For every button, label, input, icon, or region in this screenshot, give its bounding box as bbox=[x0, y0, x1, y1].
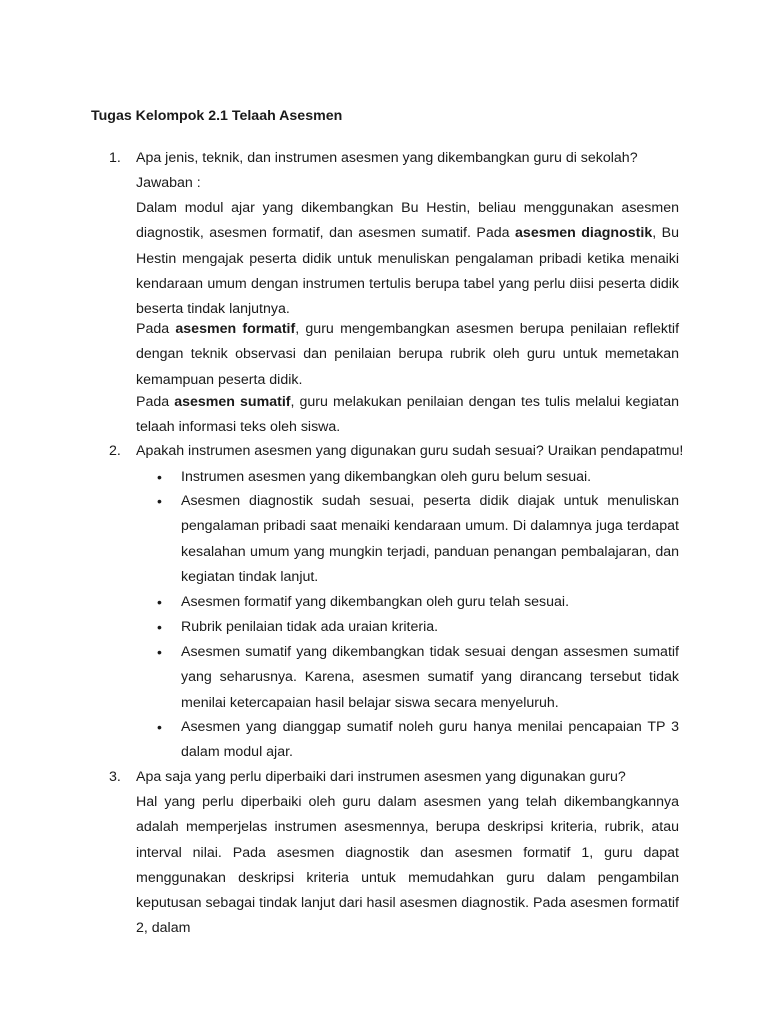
term-asesmen-sumatif: asesmen sumatif bbox=[174, 394, 291, 410]
answer-3-paragraph: Hal yang perlu diperbaiki oleh guru dalam asesmen yang telah dikembangkannya adalah memperjelas instrumen asesmennya, berupa deskripsi kriteria, rubrik, atau interval nilai. Pada asesmen diagnostik dan asesmen formatif 1, guru dapat menggunakan deskripsi kriteria untuk memudahkan guru dalam pengambilan keputusan sebagai tindak lanjut dari hasil asesmen diagnostik. Pada asesmen formatif 2, dalam bbox=[136, 794, 679, 937]
bullet-marker: • bbox=[157, 469, 162, 485]
bullet-item: Asesmen sumatif yang dikembangkan tidak sesuai dengan assesmen sumatif yang seharusnya. Karena, asesmen sumatif yang dirancang tersebut tidak menilai ketercapaian hasil belajar siswa secara menyeluruh. bbox=[181, 644, 679, 711]
term-asesmen-formatif: asesmen formatif bbox=[175, 321, 296, 337]
question-3-text: Apa saja yang perlu diperbaiki dari instrumen asesmen yang digunakan guru? bbox=[136, 769, 626, 785]
question-3-number: 3. bbox=[109, 769, 121, 785]
bullet-item: Instrumen asesmen yang dikembangkan oleh guru belum sesuai. bbox=[181, 469, 592, 485]
bullet-marker: • bbox=[157, 619, 162, 635]
bullet-marker: • bbox=[157, 493, 162, 509]
bullet-item: Asesmen formatif yang dikembangkan oleh guru telah sesuai. bbox=[181, 594, 570, 610]
bullet-marker: • bbox=[157, 644, 162, 660]
question-2-number: 2. bbox=[109, 443, 121, 459]
question-2-text: Apakah instrumen asesmen yang digunakan guru sudah sesuai? Uraikan pendapatmu! bbox=[136, 443, 684, 459]
bullet-marker: • bbox=[157, 594, 162, 610]
term-asesmen-diagnostik: asesmen diagnostik bbox=[515, 225, 653, 242]
question-1-text: Apa jenis, teknik, dan instrumen asesmen yang dikembangkan guru di sekolah? bbox=[136, 150, 638, 166]
question-1-number: 1. bbox=[109, 150, 121, 166]
answer-1-paragraph-sumatif: Pada asesmen sumatif, guru melakukan penilaian dengan tes tulis melalui kegiatan telaah informasi teks oleh siswa. bbox=[136, 394, 679, 436]
answer-1-label: Jawaban : bbox=[136, 175, 201, 191]
bullet-item: Asesmen diagnostik sudah sesuai, peserta didik diajak untuk menuliskan pengalaman pribadi saat menaiki kendaraan umum. Di dalamnya juga terdapat kesalahan umum yang mungkin terjadi, panduan penangan pembalajaran, dan kegiatan tindak lanjut. bbox=[181, 493, 679, 585]
answer-1-paragraph-diagnostik: Dalam modul ajar yang dikembangkan Bu Hestin, beliau menggunakan asesmen diagnostik, asesmen formatif, dan asesmen sumatif. Pada asesmen diagnostik, Bu Hestin mengajak peserta didik untuk menuliskan pengalaman pribadi ketika menaiki kendaraan umum dengan instrumen tertulis berupa tabel yang perlu diisi peserta didik beserta tindak lanjutnya. bbox=[136, 200, 679, 318]
bullet-item: Rubrik penilaian tidak ada uraian kriteria. bbox=[181, 619, 439, 635]
bullet-item: Asesmen yang dianggap sumatif noleh guru hanya menilai pencapaian TP 3 dalam modul ajar. bbox=[181, 719, 679, 761]
answer-1-paragraph-formatif: Pada asesmen formatif, guru mengembangkan asesmen berupa penilaian reflektif dengan teknik observasi dan penilaian berupa rubrik oleh guru untuk memetakan kemampuan peserta didik. bbox=[136, 321, 680, 388]
document-title: Tugas Kelompok 2.1 Telaah Asesmen bbox=[91, 108, 343, 124]
bullet-marker: • bbox=[157, 719, 162, 735]
